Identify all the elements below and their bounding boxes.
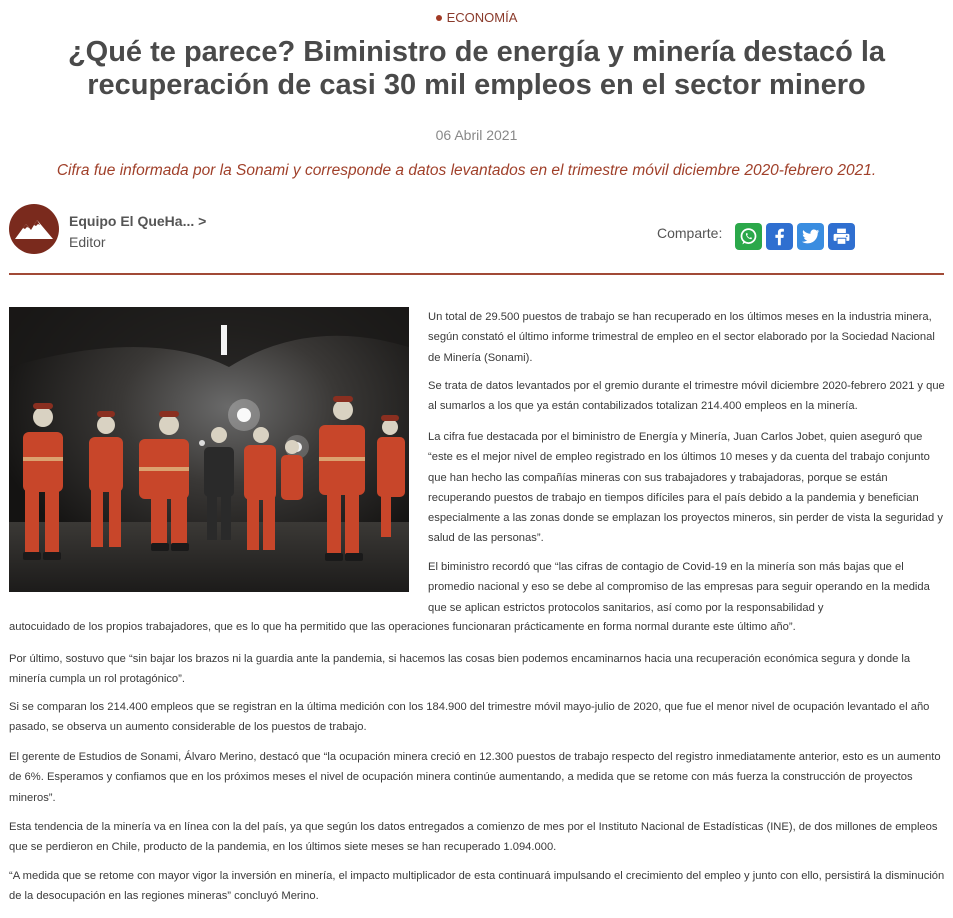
article-paragraph: Si se comparan los 214.400 empleos que se registran en la última medición con los 184.900 del trimestre móvil mayo-julio de 2020, que fue el menor nivel de ocupación levantado el año pasado, se observa un aumento considerable de los puestos de trabajo. [9, 701, 930, 734]
category-label: ECONOMÍA [446, 10, 518, 25]
mountain-logo-icon [9, 204, 59, 254]
article-lead: Cifra fue informada por la Sonami y corresponde a datos levantados en el trimestre móvil diciembre 2020-febrero 2021. [56, 162, 877, 179]
article-date: 06 Abril 2021 [435, 127, 518, 143]
whatsapp-icon [738, 226, 759, 247]
category-dot-icon [436, 15, 442, 21]
twitter-icon [800, 226, 821, 247]
article-paragraph: La cifra fue destacada por el biministro de Energía y Minería, Juan Carlos Jobet, quien aseguró que “este es el mejor nivel de empleo registrado en los últimos 10 meses y da cuenta del trabajo conjunto que han hecho las compañías mineras con sus trabajadores y trabajadoras, porque se están recuperando puestos de trabajo en tiempos difíciles para el país debido a la pandemia y benefician especialmente a las zonas donde se emplazan los proyectos mineros, sin perder de vista la seguridad y salud de las personas”. [428, 431, 943, 545]
author-role: Editor [69, 234, 106, 250]
facebook-icon [769, 226, 790, 247]
miners-tunnel-photo [9, 307, 409, 592]
print-icon [831, 226, 852, 247]
author-avatar[interactable] [9, 204, 59, 254]
article-paragraph-continuation: autocuidado de los propios trabajadores, que es lo que ha permitido que las operaciones funcionaran prácticamente en forma normal durante este último año”. [9, 621, 796, 633]
share-print-button[interactable] [828, 223, 855, 250]
article-paragraph: Esta tendencia de la minería va en línea con la del país, ya que según los datos entregados a comienzo de mes por el Instituto Nacional de Estadísticas (INE), de dos millones de empleos que se perdieron en Chile, producto de la pandemia, en los últimos siete meses se han recuperado 1.094.000. [9, 821, 938, 854]
article-paragraph: “A medida que se retome con mayor vigor la inversión en minería, el impacto multiplicador de esta continuará impulsando el crecimiento del empleo y junto con ello, persistirá la disminución de la desocupación en las regiones mineras” concluyó Merino. [9, 870, 945, 903]
author-name-link[interactable]: Equipo El QueHa... > [69, 213, 207, 229]
share-twitter-button[interactable] [797, 223, 824, 250]
article-paragraph: Un total de 29.500 puestos de trabajo se han recuperado en los últimos meses en la industria minera, según constató el último informe trimestral de empleo en el sector elaborado por la Sociedad Nacional de Minería (Sonami). [428, 311, 935, 364]
article-paragraph: Se trata de datos levantados por el gremio durante el trimestre móvil diciembre 2020-febrero 2021 y que al sumarlos a los que ya están contabilizados totalizan 214.400 empleos en la minería. [428, 380, 945, 413]
article-paragraph: El gerente de Estudios de Sonami, Álvaro Merino, destacó que “la ocupación minera creció en 12.300 puestos de trabajo respecto del registro inmediatamente anterior, esto es un aumento de 6%. Esperamos y confiamos que en los próximos meses el nivel de ocupación minera continúe aumentando, a medida que se retome con más fuerza la construcción de proyectos mineros”. [9, 751, 941, 804]
article-paragraph: Por último, sostuvo que “sin bajar los brazos ni la guardia ante la pandemia, si hacemos las cosas bien podemos encaminarnos hacia una recuperación económica segura y donde la minería cumpla un rol protagónico”. [9, 653, 911, 686]
article-photo[interactable] [9, 307, 409, 592]
header-divider [9, 273, 944, 275]
share-facebook-button[interactable] [766, 223, 793, 250]
article-paragraph: El biministro recordó que “las cifras de contagio de Covid-19 en la minería son más bajas que el promedio nacional y eso se debe al compromiso de las empresas para seguir operando en la medida que se aplican estrictos protocolos sanitarios, así como por la responsabilidad y [428, 561, 930, 614]
share-whatsapp-button[interactable] [735, 223, 762, 250]
article-title: ¿Qué te parece? Biministro de energía y minería destacó la recuperación de casi 30 mil empleos en el sector minero [67, 36, 886, 101]
category-tag[interactable] [0, 10, 953, 25]
share-label: Comparte: [657, 225, 723, 241]
